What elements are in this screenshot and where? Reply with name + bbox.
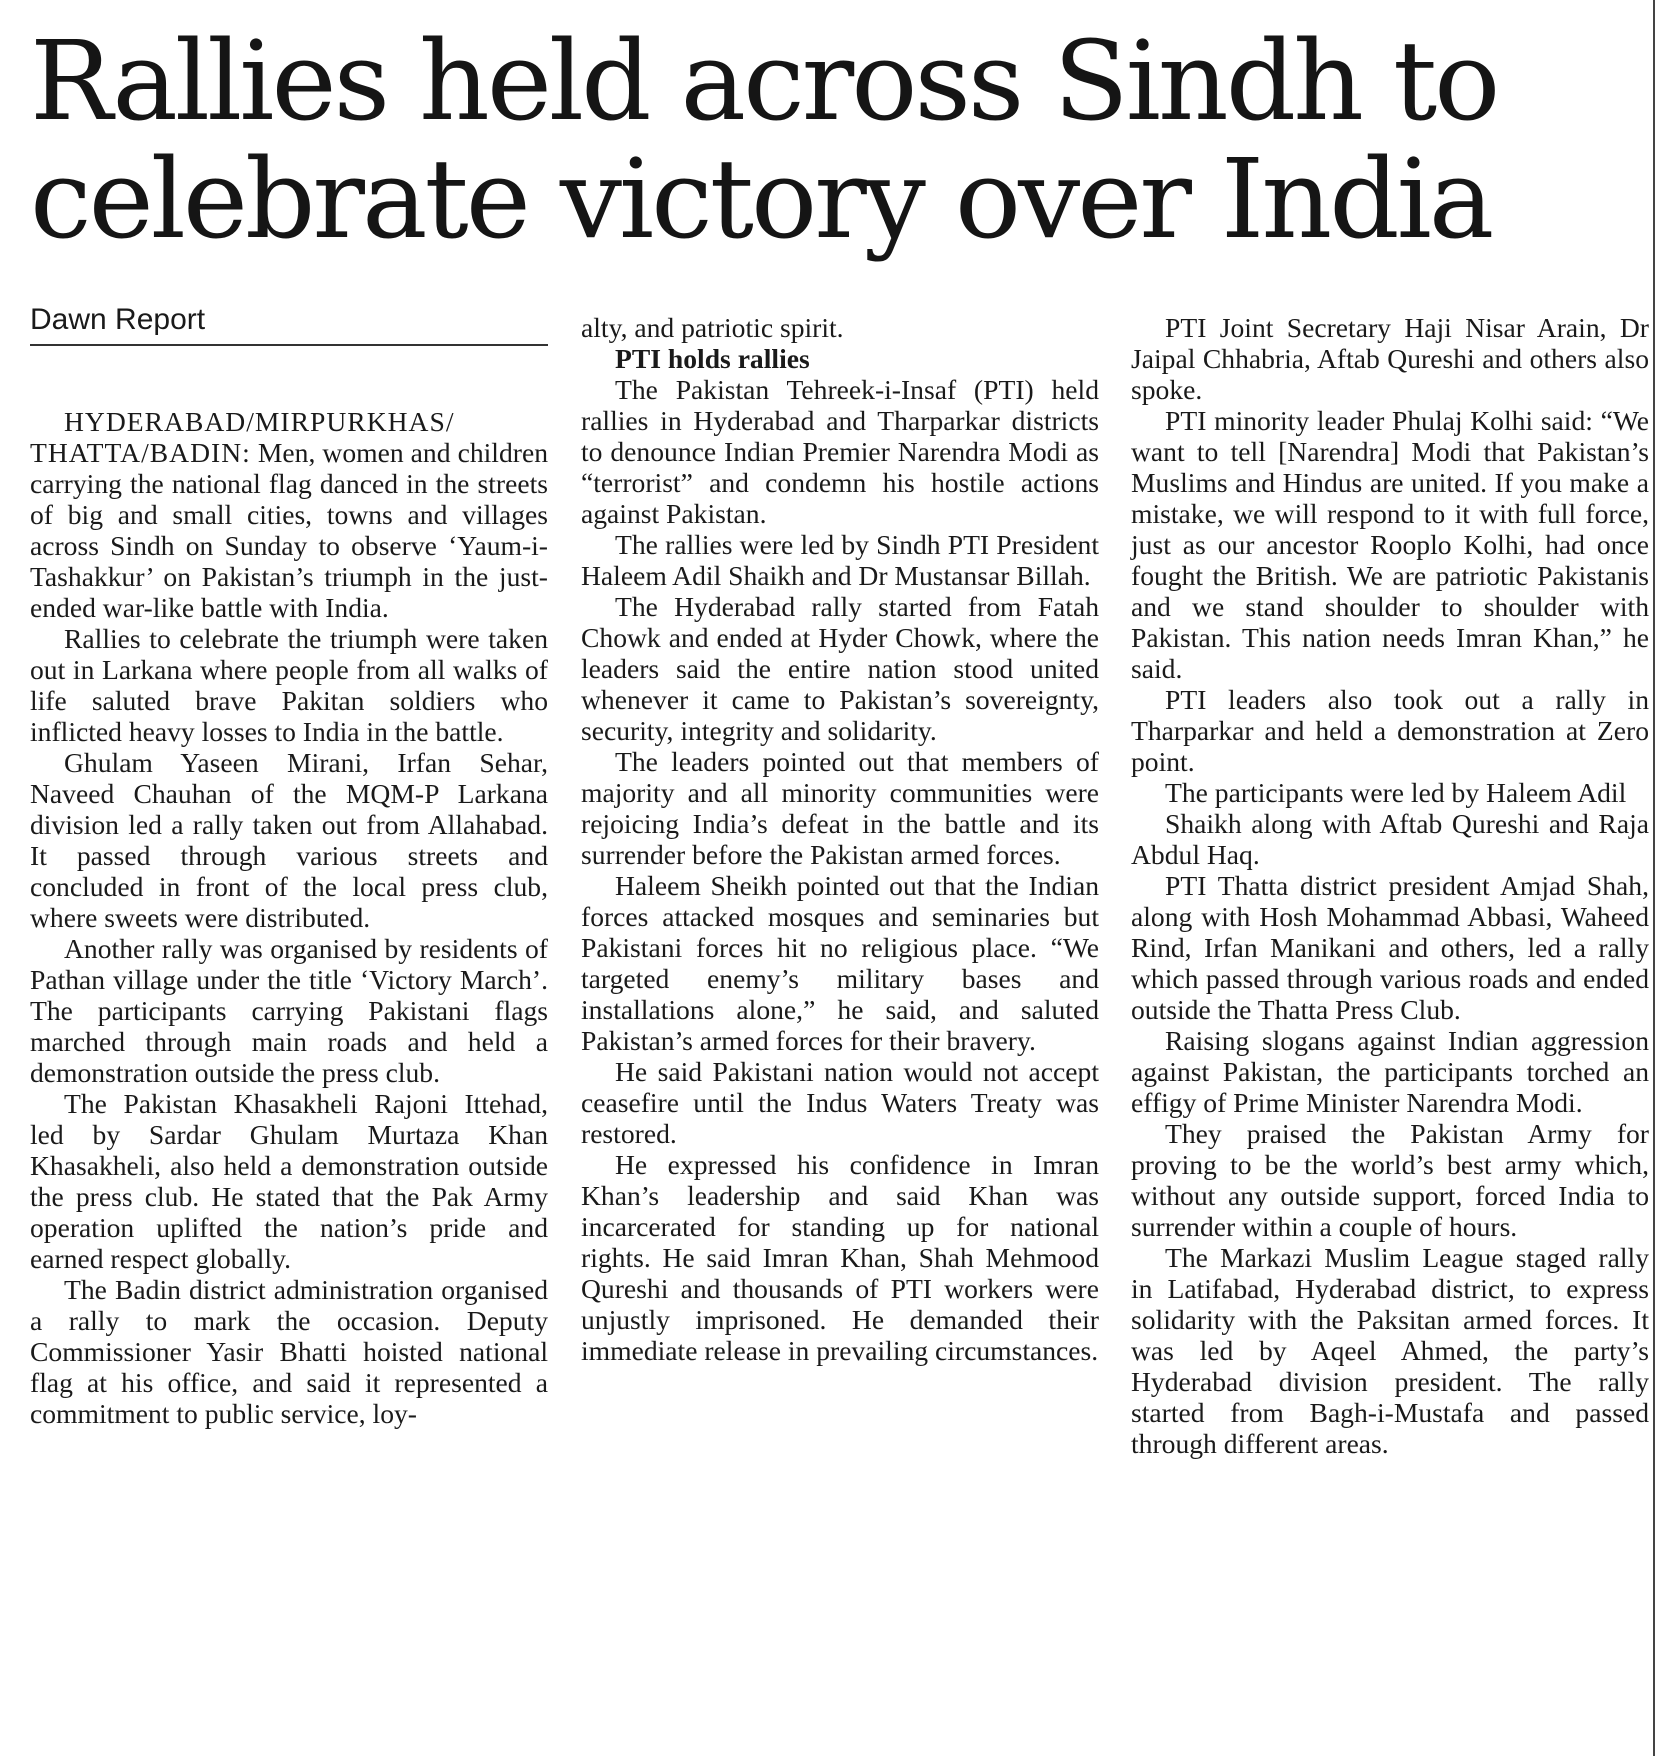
dateline: HYDERABAD/MIRPURKHAS/ THATTA/BADIN: <box>30 406 455 468</box>
column-3 <box>1131 312 1649 1459</box>
paragraph: The participants were led by Haleem Adil <box>1165 777 1627 808</box>
paragraph: PTI Thatta district president Amjad Shah, along with Hosh Mohammad Abbasi, Waheed Rind, Irfan Manikani and others, led a rally which passed through various roads and ended outside the Thatta Press Club. <box>1131 870 1649 1025</box>
column-1 <box>30 406 548 1429</box>
paragraph: The rallies were led by Sindh PTI President Haleem Adil Shaikh and Dr Mustansar Billah. <box>581 529 1099 591</box>
paragraph-continuation: alty, and patriotic spirit. <box>581 312 844 343</box>
paragraph <box>30 406 548 623</box>
paragraph: The leaders pointed out that members of majority and all minority communities were rejoicing India’s defeat in the battle and its surrender before the Pakistan armed forces. <box>581 746 1099 870</box>
paragraph: Shaikh along with Aftab Qureshi and Raja Abdul Haq. <box>1131 808 1649 870</box>
paragraph: He expressed his confidence in Imran Khan’s leadership and said Khan was incarcerated for standing up for national rights. He said Imran Khan, Shah Mehmood Qureshi and thousands of PTI workers were unjustly imprisoned. He demanded their immediate release in prevailing circumstances. <box>581 1149 1099 1366</box>
paragraph: Another rally was organised by residents of Pathan village under the title ‘Victory March’. The participants carrying Pakistani flags marched through main roads and held a demonstration outside the press club. <box>30 933 548 1088</box>
paragraph: Ghulam Yaseen Mirani, Irfan Sehar, Naveed Chauhan of the MQM-P Larkana division led a rally taken out from Allahabad. It passed through various streets and concluded in front of the local press club, where sweets were distributed. <box>30 747 548 933</box>
paragraph: They praised the Pakistan Army for proving to be the world’s best army which, without any outside support, forced India to surrender within a couple of hours. <box>1131 1118 1649 1242</box>
paragraph: The Pakistan Tehreek-i-Insaf (PTI) held rallies in Hyderabad and Tharparkar districts to denounce Indian Premier Narendra Modi as “terrorist” and condemn his hostile actions against Pakistan. <box>581 374 1099 529</box>
byline: Dawn Report <box>30 303 206 336</box>
column-rule <box>1653 0 1655 1756</box>
paragraph: The Pakistan Khasakheli Rajoni Ittehad, led by Sardar Ghulam Murtaza Khan Khasakheli, also held a demonstration outside the press club. He stated that the Pak Army operation uplifted the nation’s pride and earned respect globally. <box>30 1088 548 1274</box>
headline: Rallies held across Sindh to celebrate victory over India <box>30 17 1498 263</box>
paragraph-text: Men, women and children carrying the national flag danced in the streets of big and small cities, towns and villages across Sindh on Sunday to observe ‘Yaum-i-Tashakkur’ on Pakistan’s triumph in the just-ended war-like battle with India. <box>30 437 548 623</box>
paragraph: PTI leaders also took out a rally in Tharparkar and held a demonstration at Zero point. <box>1131 684 1649 777</box>
paragraph: He said Pakistani nation would not accept ceasefire until the Indus Waters Treaty was restored. <box>581 1056 1099 1149</box>
paragraph: The Hyderabad rally started from Fatah Chowk and ended at Hyder Chowk, where the leaders said the entire nation stood united whenever it came to Pakistan’s sovereignty, security, integrity and solidarity. <box>581 591 1099 746</box>
paragraph: Raising slogans against Indian aggression against Pakistan, the participants torched an effigy of Prime Minister Narendra Modi. <box>1131 1025 1649 1118</box>
byline-block <box>30 302 548 346</box>
paragraph: PTI minority leader Phulaj Kolhi said: “We want to tell [Narendra] Modi that Pakistan’s Muslims and Hindus are united. If you make a mistake, we will respond to it with full force, just as our ancestor Rooplo Kolhi, had once fought the British. We are patriotic Pakistanis and we stand shoulder to shoulder with Pakistan. This nation needs Imran Khan,” he said. <box>1131 405 1649 684</box>
subheading: PTI holds rallies <box>615 343 810 374</box>
paragraph: Haleem Sheikh pointed out that the Indian forces attacked mosques and seminaries but Pakistani forces hit no religious place. “We targeted enemy’s military bases and installations alone,” he said, and saluted Pakistan’s armed forces for their bravery. <box>581 870 1099 1056</box>
paragraph: The Markazi Muslim League staged rally in Latifabad, Hyderabad district, to express solidarity with the Paksitan armed forces. It was led by Aqeel Ahmed, the party’s Hyderabad division president. The rally started from Bagh-i-Mustafa and passed through different areas. <box>1131 1242 1649 1459</box>
paragraph: PTI Joint Secretary Haji Nisar Arain, Dr Jaipal Chhabria, Aftab Qureshi and others also spoke. <box>1131 312 1649 405</box>
column-2 <box>581 312 1099 1366</box>
paragraph: Rallies to celebrate the triumph were taken out in Larkana where people from all walks of life saluted brave Pakitan soldiers who inflicted heavy losses to India in the battle. <box>30 623 548 747</box>
paragraph: The Badin district administration organised a rally to mark the occasion. Deputy Commissioner Yasir Bhatti hoisted national flag at his office, and said it represented a commitment to public service, loy- <box>30 1274 548 1429</box>
